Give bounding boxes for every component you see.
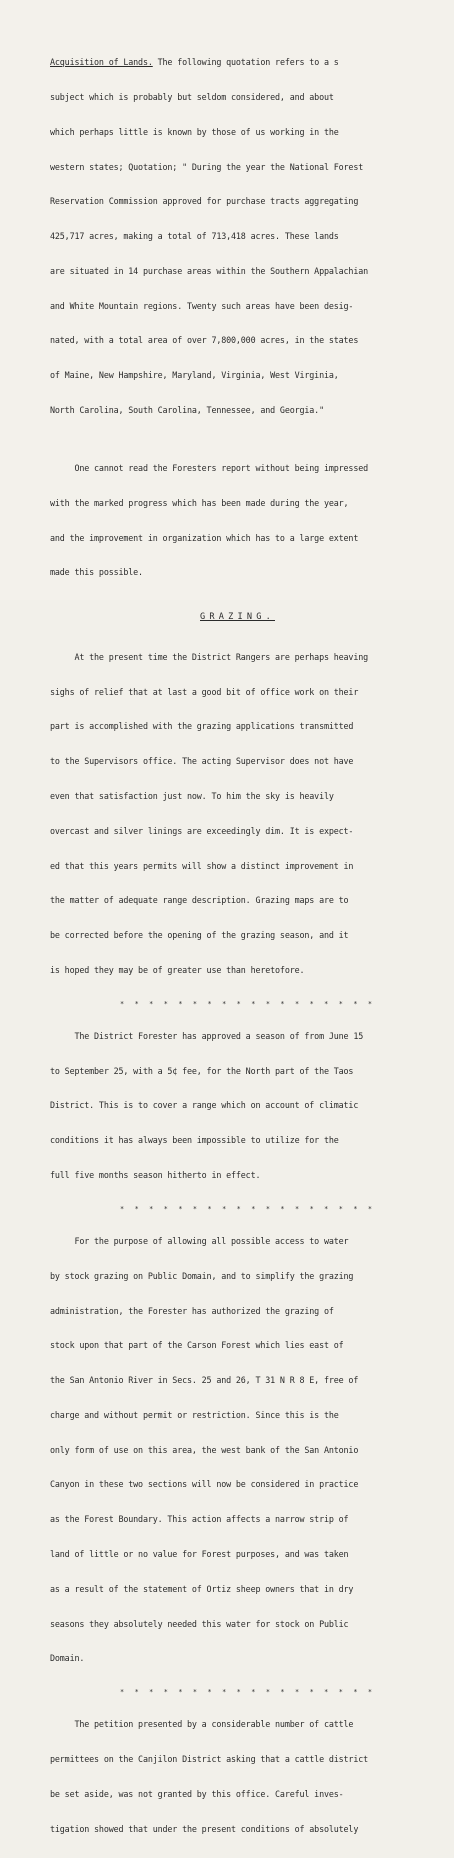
section-title-acquisition: Acquisition of Lands. bbox=[50, 57, 153, 68]
paragraph-line: and White Mountain regions. Twenty such areas have been desig- bbox=[50, 300, 354, 311]
paragraph-public-domain-water bbox=[50, 1213, 434, 1688]
paragraph-line: tigation showed that under the present conditions of absolutely bbox=[50, 1823, 359, 1834]
paragraph-district-rangers bbox=[50, 629, 434, 1000]
paragraph-line: stock upon that part of the Carson Forest which lies east of bbox=[50, 1340, 344, 1351]
paragraph-line: conditions it has always been impossible to utilize for the bbox=[50, 1135, 339, 1146]
paragraph-line: made this possible. bbox=[50, 567, 143, 578]
paragraph-line: which perhaps little is known by those of us working in the bbox=[50, 126, 339, 137]
paragraph-line: North Carolina, South Carolina, Tennessee, and Georgia." bbox=[50, 405, 324, 415]
paragraph-line: as the Forest Boundary. This action affects a narrow strip of bbox=[50, 1514, 349, 1525]
paragraph-line: western states; Quotation; " During the year the National Forest bbox=[50, 161, 364, 172]
paragraph-line: of Maine, New Hampshire, Maryland, Virginia, West Virginia, bbox=[50, 370, 339, 381]
paragraph-foresters-report bbox=[50, 440, 434, 602]
paragraph-line: Reservation Commission approved for purchase tracts aggregating bbox=[50, 196, 359, 207]
paragraph-line: to September 25, with a 5¢ fee, for the North part of the Taos bbox=[50, 1065, 354, 1076]
paragraph-line: charge and without permit or restriction. Since this is the bbox=[50, 1409, 339, 1420]
paragraph-line: only form of use on this area, the west bank of the San Antonio bbox=[50, 1444, 359, 1455]
paragraph-line: For the purpose of allowing all possible access to water bbox=[50, 1235, 349, 1246]
paragraph-first-line bbox=[50, 57, 434, 69]
paragraph-line: and the improvement in organization which has to a large extent bbox=[50, 532, 359, 543]
paragraph-line: The petition presented by a considerable number of cattle bbox=[50, 1719, 354, 1730]
paragraph-line: as a result of the statement of Ortiz sheep owners that in dry bbox=[50, 1583, 354, 1594]
paragraph-district-forester-season bbox=[50, 1008, 434, 1205]
paragraph-line: seasons they absolutely needed this water for stock on Public bbox=[50, 1618, 349, 1629]
paragraph-line: are situated in 14 purchase areas within the Southern Appalachian bbox=[50, 265, 368, 276]
paragraph-line: nated, with a total area of over 7,800,000 acres, in the states bbox=[50, 335, 359, 346]
paragraph-line: One cannot read the Foresters report without being impressed bbox=[50, 462, 368, 473]
paragraph-line: The District Forester has approved a season of from June 15 bbox=[50, 1030, 364, 1041]
paragraph-line: 425,717 acres, making a total of 713,418 acres. These lands bbox=[50, 231, 339, 242]
paragraph-line: District. This is to cover a range which on account of climatic bbox=[50, 1100, 359, 1111]
paragraph-line: part is accomplished with the grazing applications transmitted bbox=[50, 721, 354, 732]
asterisk-separator: * * * * * * * * * * * * * * * * * * bbox=[120, 999, 376, 1008]
paragraph-line: full five months season hitherto in effect. bbox=[50, 1170, 261, 1180]
paragraph-line: with the marked progress which has been made during the year, bbox=[50, 497, 349, 508]
asterisk-separator: * * * * * * * * * * * * * * * * * * bbox=[120, 1688, 376, 1697]
paragraph-line: land of little or no value for Forest purposes, and was taken bbox=[50, 1549, 349, 1559]
paragraph-line: ed that this years permits will show a distinct improvement in bbox=[50, 860, 354, 871]
paragraph-line: be corrected before the opening of the grazing season, and it bbox=[50, 930, 349, 941]
asterisk-separator: * * * * * * * * * * * * * * * * * * bbox=[120, 1204, 376, 1213]
section-heading-grazing: GRAZING. bbox=[200, 612, 275, 623]
paragraph-line: At the present time the District Rangers are perhaps heaving bbox=[50, 651, 368, 662]
paragraph-line: the matter of adequate range description. Grazing maps are to bbox=[50, 895, 349, 906]
paragraph-line: by stock grazing on Public Domain, and to simplify the grazing bbox=[50, 1270, 354, 1281]
paragraph-line: to the Supervisors office. The acting Supervisor does not have bbox=[50, 756, 354, 767]
paragraph-line: overcast and silver linings are exceedingly dim. It is expect- bbox=[50, 825, 354, 836]
paragraph-line: is hoped they may be of greater use than heretofore. bbox=[50, 964, 305, 975]
paragraph-line: be set aside, was not granted by this office. Careful inves- bbox=[50, 1788, 344, 1799]
paragraph-text: The following quotation refers to a s bbox=[152, 57, 339, 68]
spacer bbox=[50, 602, 434, 612]
paragraph-acquisition-of-lands bbox=[50, 34, 434, 440]
paragraph-line: subject which is probably but seldom considered, and about bbox=[50, 91, 334, 102]
paragraph-line: administration, the Forester has authorized the grazing of bbox=[50, 1305, 334, 1316]
paragraph-line: Canyon in these two sections will now be considered in practice bbox=[50, 1479, 359, 1490]
paragraph-canjilon-petition bbox=[50, 1696, 434, 1858]
paragraph-line: permittees on the Canjilon District asking that a cattle district bbox=[50, 1754, 368, 1765]
paragraph-line: sighs of relief that at last a good bit of office work on their bbox=[50, 686, 359, 697]
paragraph-line: Domain. bbox=[50, 1653, 85, 1664]
paragraph-line: even that satisfaction just now. To him the sky is heavily bbox=[50, 791, 334, 801]
paragraph-line: the San Antonio River in Secs. 25 and 26, T 31 N R 8 E, free of bbox=[50, 1375, 359, 1386]
